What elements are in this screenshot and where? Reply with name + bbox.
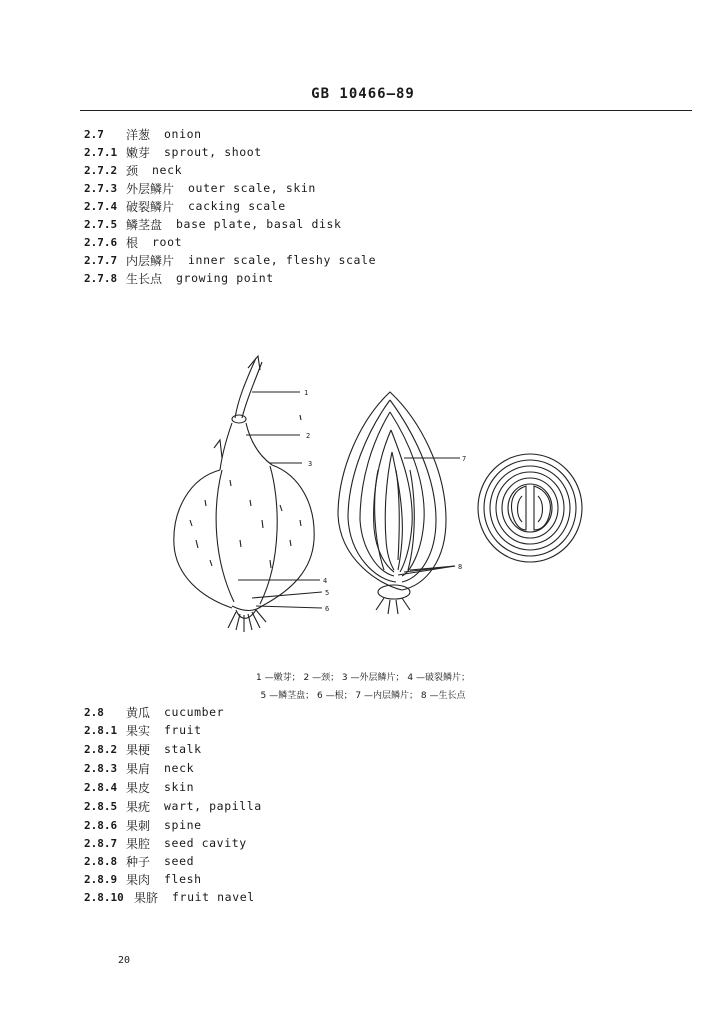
term-english: outer scale, skin [188, 181, 316, 195]
term-number: 2.7.3 [84, 181, 118, 195]
term-english: fruit [164, 723, 202, 737]
figure-label: 6 [325, 605, 330, 613]
term-number: 2.8.8 [84, 854, 118, 868]
term-english: spine [164, 818, 202, 832]
term-chinese: 果梗 [126, 742, 151, 757]
term-number: 2.8.2 [84, 742, 118, 756]
term-number: 2.8.6 [84, 818, 118, 832]
figure-label: 3 [308, 460, 313, 468]
term-chinese: 外层鳞片 [126, 181, 175, 196]
term-number: 2.8.9 [84, 872, 118, 886]
term-chinese: 嫩芽 [126, 145, 151, 160]
term-chinese: 鳞茎盘 [126, 217, 163, 232]
term-number: 2.7.4 [84, 199, 118, 213]
term-entry [84, 888, 255, 906]
term-entry [84, 778, 194, 796]
term-english: neck [164, 761, 195, 775]
term-entry [84, 852, 194, 870]
term-number: 2.8.4 [84, 780, 118, 794]
term-chinese: 果刺 [126, 818, 151, 833]
term-chinese: 根 [126, 235, 139, 250]
figure-label: 4 [323, 577, 328, 585]
term-chinese: 颈 [126, 163, 139, 178]
term-chinese: 内层鳞片 [126, 253, 175, 268]
term-chinese: 果肩 [126, 761, 151, 776]
term-english: wart, papilla [164, 799, 262, 813]
term-english: flesh [164, 872, 202, 886]
term-number: 2.7.5 [84, 217, 118, 231]
term-number: 2.8 [84, 705, 104, 719]
term-number: 2.7.2 [84, 163, 118, 177]
term-entry [84, 721, 202, 739]
figure-label: 8 [458, 563, 463, 571]
term-chinese: 果疣 [126, 799, 151, 814]
term-number: 2.7.6 [84, 235, 118, 249]
term-entry [84, 816, 202, 834]
term-chinese: 黄瓜 [126, 705, 151, 720]
term-number: 2.8.3 [84, 761, 118, 775]
term-english: stalk [164, 742, 202, 756]
term-entry [84, 834, 247, 852]
term-chinese: 果实 [126, 723, 151, 738]
document-header: GB 10466—89 [311, 86, 415, 102]
figure-label: 2 [306, 432, 311, 440]
term-number: 2.7 [84, 127, 104, 141]
figure-label: 7 [462, 455, 467, 463]
term-entry [84, 759, 194, 777]
term-english: cacking scale [188, 199, 286, 213]
term-english: seed cavity [164, 836, 247, 850]
term-english: sprout, shoot [164, 145, 262, 159]
term-chinese: 生长点 [126, 271, 163, 286]
page-number: 20 [118, 955, 131, 966]
term-english: base plate, basal disk [176, 217, 342, 231]
figure-caption-line-2: 5 —鳞茎盘； 6 —根； 7 —内层鳞片； 8 —生长点 [260, 691, 466, 701]
section-heading-cucumber [84, 703, 224, 721]
term-chinese: 果肉 [126, 872, 151, 887]
figure-label: 5 [325, 589, 330, 597]
term-chinese: 破裂鳞片 [126, 199, 175, 214]
term-number: 2.7.1 [84, 145, 118, 159]
term-entry [84, 797, 262, 815]
term-number: 2.8.7 [84, 836, 118, 850]
term-number: 2.8.5 [84, 799, 118, 813]
term-chinese: 果腔 [126, 836, 151, 851]
term-entry [84, 870, 202, 888]
term-english: neck [152, 163, 183, 177]
term-number: 2.8.1 [84, 723, 118, 737]
term-entry [84, 740, 202, 758]
term-chinese: 果皮 [126, 780, 151, 795]
figure-caption-line-1: 1 —嫩芽； 2 —颈； 3 —外层鳞片； 4 —破裂鳞片； [256, 673, 470, 683]
term-english: growing point [176, 271, 274, 285]
term-english: seed [164, 854, 195, 868]
term-number: 2.8.10 [84, 890, 124, 904]
term-chinese: 洋葱 [126, 127, 151, 142]
figure-label: 1 [304, 389, 309, 397]
term-number: 2.7.7 [84, 253, 118, 267]
term-english: cucumber [164, 705, 225, 719]
term-english: onion [164, 127, 202, 141]
term-chinese: 果脐 [134, 890, 159, 905]
term-english: fruit navel [172, 890, 255, 904]
term-english: root [152, 235, 183, 249]
term-english: skin [164, 780, 195, 794]
term-number: 2.7.8 [84, 271, 118, 285]
term-english: inner scale, fleshy scale [188, 253, 377, 267]
term-chinese: 种子 [126, 854, 151, 869]
